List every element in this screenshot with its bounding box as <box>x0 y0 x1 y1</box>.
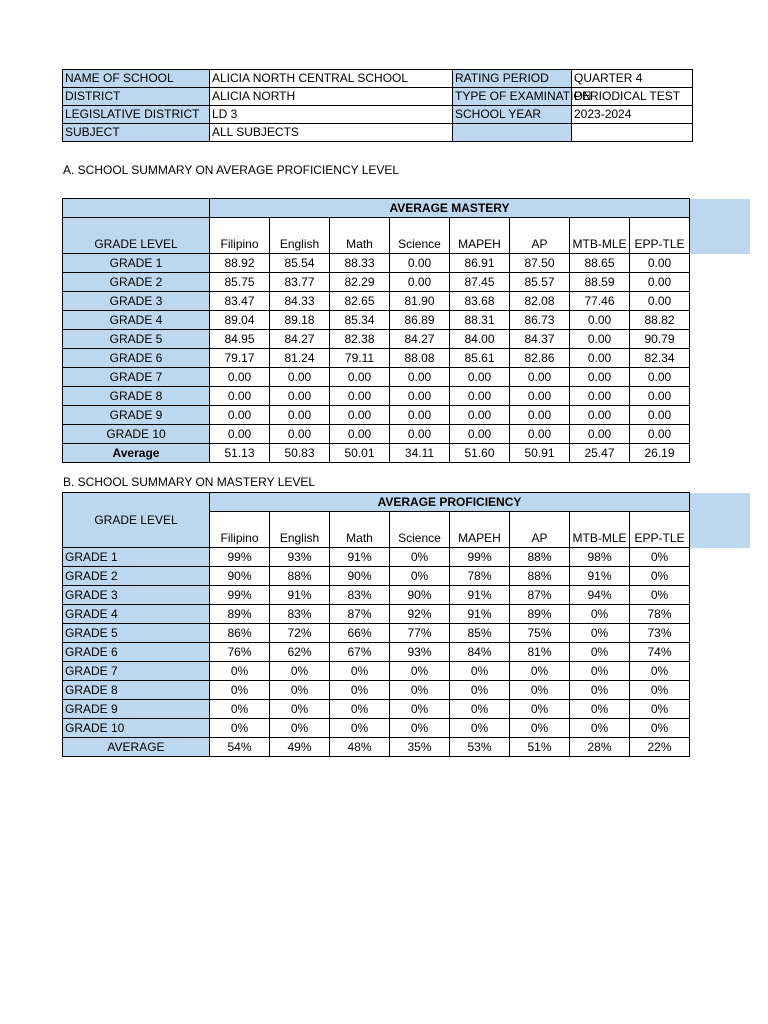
value-cell: 90% <box>330 567 390 586</box>
value-cell: 0% <box>630 662 690 681</box>
value-cell: 0.00 <box>330 425 390 444</box>
info-label-2 <box>453 124 572 142</box>
value-cell: 89% <box>510 605 570 624</box>
value-cell: 0.00 <box>330 387 390 406</box>
value-cell: 0% <box>450 681 510 700</box>
proficiency-table <box>62 198 750 463</box>
table-row <box>63 681 750 700</box>
value-cell: 86.73 <box>510 311 570 330</box>
value-cell: 83% <box>270 605 330 624</box>
table-row <box>63 662 750 681</box>
info-row <box>63 70 693 88</box>
mastery-table <box>62 492 750 757</box>
value-cell: 0% <box>510 700 570 719</box>
grade-cell: GRADE 8 <box>63 387 210 406</box>
table-row <box>63 330 750 349</box>
value-cell: 0.00 <box>450 425 510 444</box>
header-extension <box>690 199 750 254</box>
grade-cell: GRADE 4 <box>63 311 210 330</box>
value-cell: 0.00 <box>570 406 630 425</box>
value-cell: 81.24 <box>270 349 330 368</box>
average-cell: 54% <box>210 738 270 757</box>
value-cell: 0% <box>570 700 630 719</box>
value-cell: 0% <box>450 662 510 681</box>
info-label: NAME OF SCHOOL <box>63 70 210 88</box>
table-row <box>63 700 750 719</box>
subject-header: Science <box>390 512 450 548</box>
value-cell: 0.00 <box>210 387 270 406</box>
value-cell: 0% <box>630 586 690 605</box>
value-cell: 0.00 <box>390 254 450 273</box>
value-cell: 0% <box>210 662 270 681</box>
grade-cell: GRADE 4 <box>63 605 210 624</box>
average-label: Average <box>63 444 210 463</box>
average-cell: 48% <box>330 738 390 757</box>
info-value-2: 2023-2024 <box>572 106 693 124</box>
subject-header: AP <box>510 512 570 548</box>
value-cell: 85.75 <box>210 273 270 292</box>
value-cell: 0% <box>270 700 330 719</box>
value-cell: 0% <box>390 681 450 700</box>
grade-level-header: GRADE LEVEL <box>63 218 210 254</box>
value-cell: 67% <box>330 643 390 662</box>
value-cell: 91% <box>270 586 330 605</box>
subject-header: MTB-MLE <box>570 512 630 548</box>
grade-cell: GRADE 3 <box>63 292 210 311</box>
value-cell: 0% <box>570 662 630 681</box>
value-cell: 84.27 <box>390 330 450 349</box>
info-value-2: PERIODICAL TEST <box>572 88 693 106</box>
value-cell: 93% <box>390 643 450 662</box>
value-cell: 0% <box>390 700 450 719</box>
average-cell: 22% <box>630 738 690 757</box>
value-cell: 88% <box>510 567 570 586</box>
value-cell: 0% <box>570 681 630 700</box>
table-row <box>63 624 750 643</box>
value-cell: 89.04 <box>210 311 270 330</box>
value-cell: 88.33 <box>330 254 390 273</box>
info-value: ALICIA NORTH CENTRAL SCHOOL <box>210 70 453 88</box>
value-cell: 0% <box>210 681 270 700</box>
value-cell: 92% <box>390 605 450 624</box>
grade-cell: GRADE 2 <box>63 273 210 292</box>
value-cell: 85.57 <box>510 273 570 292</box>
value-cell: 91% <box>450 586 510 605</box>
value-cell: 83.77 <box>270 273 330 292</box>
value-cell: 0% <box>330 681 390 700</box>
table-row <box>63 605 750 624</box>
value-cell: 0.00 <box>210 368 270 387</box>
subject-header: EPP-TLE <box>630 218 690 254</box>
value-cell: 84.27 <box>270 330 330 349</box>
subject-header: Filipino <box>210 512 270 548</box>
value-cell: 0% <box>630 719 690 738</box>
value-cell: 0.00 <box>390 387 450 406</box>
value-cell: 88.92 <box>210 254 270 273</box>
value-cell: 84.00 <box>450 330 510 349</box>
value-cell: 0% <box>390 548 450 567</box>
value-cell: 93% <box>270 548 330 567</box>
value-cell: 87% <box>330 605 390 624</box>
subject-header: English <box>270 512 330 548</box>
value-cell: 0.00 <box>510 425 570 444</box>
value-cell: 0% <box>630 567 690 586</box>
value-cell: 0% <box>450 719 510 738</box>
value-cell: 0% <box>630 681 690 700</box>
value-cell: 0.00 <box>270 406 330 425</box>
value-cell: 0% <box>510 681 570 700</box>
average-cell: 35% <box>390 738 450 757</box>
grade-cell: GRADE 2 <box>63 567 210 586</box>
value-cell: 88.31 <box>450 311 510 330</box>
table-row <box>63 548 750 567</box>
grade-cell: GRADE 10 <box>63 719 210 738</box>
value-cell: 0% <box>510 719 570 738</box>
value-cell: 87.45 <box>450 273 510 292</box>
average-cell: 51% <box>510 738 570 757</box>
value-cell: 0% <box>210 719 270 738</box>
value-cell: 88.59 <box>570 273 630 292</box>
grade-cell: GRADE 8 <box>63 681 210 700</box>
average-cell: 51.13 <box>210 444 270 463</box>
value-cell: 91% <box>450 605 510 624</box>
value-cell: 84% <box>450 643 510 662</box>
value-cell: 0% <box>390 662 450 681</box>
value-cell: 0.00 <box>390 368 450 387</box>
value-cell: 0% <box>510 662 570 681</box>
average-row <box>63 444 750 463</box>
value-cell: 88.65 <box>570 254 630 273</box>
value-cell: 75% <box>510 624 570 643</box>
average-label: AVERAGE <box>63 738 210 757</box>
table-row <box>63 643 750 662</box>
subject-header: MAPEH <box>450 512 510 548</box>
value-cell: 0% <box>450 700 510 719</box>
value-cell: 0.00 <box>630 273 690 292</box>
value-cell: 82.38 <box>330 330 390 349</box>
value-cell: 85.61 <box>450 349 510 368</box>
table-row <box>63 273 750 292</box>
average-cell: 26.19 <box>630 444 690 463</box>
value-cell: 73% <box>630 624 690 643</box>
grade-cell: GRADE 6 <box>63 643 210 662</box>
grade-level-header: GRADE LEVEL <box>63 493 210 548</box>
value-cell: 99% <box>210 548 270 567</box>
value-cell: 0.00 <box>270 368 330 387</box>
value-cell: 0% <box>390 719 450 738</box>
value-cell: 0% <box>270 719 330 738</box>
value-cell: 86.89 <box>390 311 450 330</box>
value-cell: 85% <box>450 624 510 643</box>
info-label-2: TYPE OF EXAMINATION <box>453 88 572 106</box>
value-cell: 85.54 <box>270 254 330 273</box>
average-cell: 50.83 <box>270 444 330 463</box>
value-cell: 90.79 <box>630 330 690 349</box>
grade-cell: GRADE 5 <box>63 330 210 349</box>
value-cell: 0.00 <box>570 349 630 368</box>
school-info-table <box>62 69 693 142</box>
average-cell: 51.60 <box>450 444 510 463</box>
value-cell: 0.00 <box>630 406 690 425</box>
info-label-2: SCHOOL YEAR <box>453 106 572 124</box>
table-row <box>63 719 750 738</box>
table-row <box>63 425 750 444</box>
value-cell: 0% <box>630 548 690 567</box>
section-b-title: B. SCHOOL SUMMARY ON MASTERY LEVEL <box>63 475 316 489</box>
value-cell: 89% <box>210 605 270 624</box>
value-cell: 82.29 <box>330 273 390 292</box>
value-cell: 90% <box>210 567 270 586</box>
value-cell: 83.68 <box>450 292 510 311</box>
section-a-title: A. SCHOOL SUMMARY ON AVERAGE PROFICIENCY LEVEL <box>63 163 400 177</box>
value-cell: 0% <box>630 700 690 719</box>
value-cell: 83% <box>330 586 390 605</box>
value-cell: 91% <box>570 567 630 586</box>
value-cell: 82.08 <box>510 292 570 311</box>
subject-header: MAPEH <box>450 218 510 254</box>
subject-header-row <box>63 218 750 254</box>
value-cell: 81% <box>510 643 570 662</box>
group-header-row <box>63 199 750 218</box>
value-cell: 84.33 <box>270 292 330 311</box>
value-cell: 0.00 <box>330 406 390 425</box>
value-cell: 0.00 <box>270 387 330 406</box>
table-row <box>63 292 750 311</box>
table-row <box>63 567 750 586</box>
value-cell: 87% <box>510 586 570 605</box>
grade-cell: GRADE 1 <box>63 548 210 567</box>
grade-cell: GRADE 6 <box>63 349 210 368</box>
value-cell: 77.46 <box>570 292 630 311</box>
value-cell: 87.50 <box>510 254 570 273</box>
value-cell: 81.90 <box>390 292 450 311</box>
subject-header: English <box>270 218 330 254</box>
value-cell: 0.00 <box>330 368 390 387</box>
value-cell: 66% <box>330 624 390 643</box>
table-row <box>63 406 750 425</box>
value-cell: 84.95 <box>210 330 270 349</box>
table-row <box>63 387 750 406</box>
grade-cell: GRADE 9 <box>63 700 210 719</box>
value-cell: 0.00 <box>570 330 630 349</box>
value-cell: 0% <box>570 643 630 662</box>
value-cell: 0.00 <box>570 311 630 330</box>
grade-cell: GRADE 10 <box>63 425 210 444</box>
value-cell: 88.82 <box>630 311 690 330</box>
value-cell: 86.91 <box>450 254 510 273</box>
value-cell: 76% <box>210 643 270 662</box>
value-cell: 0.00 <box>630 254 690 273</box>
value-cell: 88% <box>270 567 330 586</box>
subject-header: Math <box>330 512 390 548</box>
value-cell: 0.00 <box>570 425 630 444</box>
value-cell: 0.00 <box>630 292 690 311</box>
value-cell: 0% <box>270 681 330 700</box>
table-row <box>63 586 750 605</box>
value-cell: 0.00 <box>630 387 690 406</box>
value-cell: 0% <box>570 605 630 624</box>
average-row <box>63 738 750 757</box>
grade-cell: GRADE 7 <box>63 368 210 387</box>
header-spacer <box>63 199 210 218</box>
value-cell: 0.00 <box>510 387 570 406</box>
value-cell: 72% <box>270 624 330 643</box>
subject-header: Filipino <box>210 218 270 254</box>
value-cell: 0.00 <box>570 368 630 387</box>
value-cell: 82.86 <box>510 349 570 368</box>
value-cell: 62% <box>270 643 330 662</box>
info-label: LEGISLATIVE DISTRICT <box>63 106 210 124</box>
value-cell: 84.37 <box>510 330 570 349</box>
value-cell: 90% <box>390 586 450 605</box>
value-cell: 0% <box>270 662 330 681</box>
header-extension <box>690 493 750 548</box>
value-cell: 78% <box>630 605 690 624</box>
value-cell: 91% <box>330 548 390 567</box>
value-cell: 0.00 <box>570 387 630 406</box>
value-cell: 99% <box>450 548 510 567</box>
value-cell: 98% <box>570 548 630 567</box>
group-header-row <box>63 493 750 512</box>
value-cell: 78% <box>450 567 510 586</box>
info-value-2: QUARTER 4 <box>572 70 693 88</box>
group-header: AVERAGE MASTERY <box>210 199 690 218</box>
info-row <box>63 88 693 106</box>
value-cell: 88.08 <box>390 349 450 368</box>
value-cell: 0% <box>390 567 450 586</box>
grade-cell: GRADE 3 <box>63 586 210 605</box>
info-value: ALL SUBJECTS <box>210 124 453 142</box>
value-cell: 0.00 <box>630 368 690 387</box>
info-value-2 <box>572 124 693 142</box>
value-cell: 94% <box>570 586 630 605</box>
value-cell: 88% <box>510 548 570 567</box>
value-cell: 85.34 <box>330 311 390 330</box>
grade-cell: GRADE 7 <box>63 662 210 681</box>
average-cell: 28% <box>570 738 630 757</box>
value-cell: 0% <box>330 700 390 719</box>
value-cell: 0% <box>330 719 390 738</box>
value-cell: 0% <box>570 719 630 738</box>
group-header: AVERAGE PROFICIENCY <box>210 493 690 512</box>
value-cell: 79.17 <box>210 349 270 368</box>
value-cell: 0.00 <box>450 368 510 387</box>
value-cell: 0.00 <box>510 368 570 387</box>
value-cell: 89.18 <box>270 311 330 330</box>
value-cell: 0.00 <box>450 387 510 406</box>
value-cell: 0% <box>210 700 270 719</box>
table-row <box>63 368 750 387</box>
average-cell: 50.91 <box>510 444 570 463</box>
info-label: SUBJECT <box>63 124 210 142</box>
value-cell: 0.00 <box>450 406 510 425</box>
value-cell: 0.00 <box>510 406 570 425</box>
table-row <box>63 254 750 273</box>
value-cell: 0.00 <box>630 425 690 444</box>
value-cell: 82.65 <box>330 292 390 311</box>
grade-cell: GRADE 5 <box>63 624 210 643</box>
average-cell: 53% <box>450 738 510 757</box>
grade-cell: GRADE 1 <box>63 254 210 273</box>
grade-cell: GRADE 9 <box>63 406 210 425</box>
value-cell: 0.00 <box>390 406 450 425</box>
info-value: ALICIA NORTH <box>210 88 453 106</box>
subject-header: MTB-MLE <box>570 218 630 254</box>
average-cell: 49% <box>270 738 330 757</box>
value-cell: 83.47 <box>210 292 270 311</box>
value-cell: 0.00 <box>210 406 270 425</box>
value-cell: 0.00 <box>210 425 270 444</box>
value-cell: 0% <box>330 662 390 681</box>
value-cell: 79.11 <box>330 349 390 368</box>
average-cell: 34.11 <box>390 444 450 463</box>
value-cell: 77% <box>390 624 450 643</box>
table-row <box>63 311 750 330</box>
info-row <box>63 124 693 142</box>
subject-header: AP <box>510 218 570 254</box>
subject-header: Science <box>390 218 450 254</box>
subject-header: Math <box>330 218 390 254</box>
info-value: LD 3 <box>210 106 453 124</box>
value-cell: 74% <box>630 643 690 662</box>
value-cell: 0.00 <box>270 425 330 444</box>
average-cell: 25.47 <box>570 444 630 463</box>
info-label-2: RATING PERIOD <box>453 70 572 88</box>
value-cell: 86% <box>210 624 270 643</box>
value-cell: 0.00 <box>390 273 450 292</box>
value-cell: 99% <box>210 586 270 605</box>
value-cell: 82.34 <box>630 349 690 368</box>
info-row <box>63 106 693 124</box>
value-cell: 0.00 <box>390 425 450 444</box>
subject-header: EPP-TLE <box>630 512 690 548</box>
table-row <box>63 349 750 368</box>
average-cell: 50.01 <box>330 444 390 463</box>
info-label: DISTRICT <box>63 88 210 106</box>
value-cell: 0% <box>570 624 630 643</box>
